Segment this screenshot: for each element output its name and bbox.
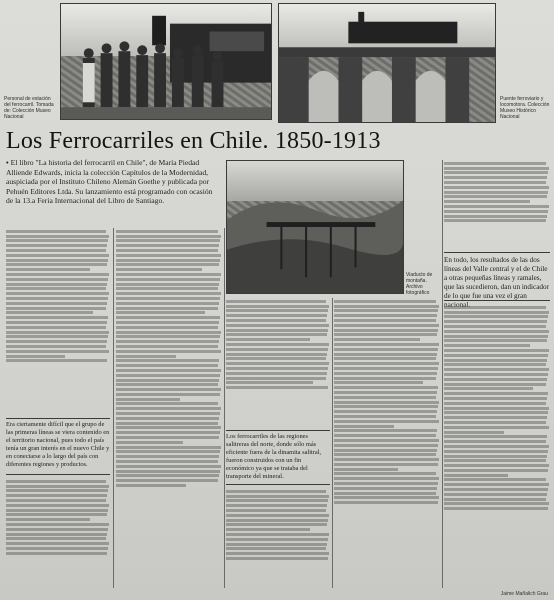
text-line: [334, 501, 438, 504]
text-line: [444, 306, 546, 309]
text-line: [226, 309, 328, 312]
text-line: [444, 195, 547, 198]
text-line: [334, 319, 436, 322]
lead-text: El libro "La historia del ferrocarril en Chile", de María Piedad Alliende Edwards, inicia la colección Capítulos de la Modernidad, auspiciada por el Instituto Chileno Alemán Goethe y publicada por Pehuén Editores Ltda. Su lanzamiento está programado con ocasión de la 13.a Feria Internacional del Libro de Santiago.: [6, 158, 213, 206]
text-line: [334, 453, 436, 456]
text-line: [6, 273, 109, 276]
text-line: [116, 431, 220, 434]
text-line: [116, 417, 219, 420]
text-line: [116, 470, 220, 473]
text-line: [116, 364, 218, 367]
text-line: [334, 377, 436, 380]
body-column-right-top: [444, 160, 550, 250]
text-line: [226, 533, 329, 536]
text-line: [116, 426, 221, 429]
text-line: [334, 362, 439, 365]
text-line: [116, 244, 219, 247]
photo-viaduct-top: [278, 3, 496, 123]
text-line: [444, 186, 549, 189]
pull-quote-left: Era ciertamente difícil que el grupo de las primeras líneas se viera contenido en el territorio nacional, pues todo el país tenía un gran interés en el nuevo Chile y en conectarse a lo largo del país con diferentes regiones y productos.: [6, 421, 110, 468]
text-line: [226, 386, 328, 389]
text-line: [226, 357, 326, 360]
text-line: [334, 348, 438, 351]
divider: [444, 252, 550, 253]
text-line: [444, 162, 546, 165]
text-line: [334, 324, 439, 327]
text-line: [116, 479, 218, 482]
text-line: [116, 465, 221, 468]
text-line: [334, 463, 438, 466]
text-line: [116, 359, 219, 362]
text-line: [226, 514, 329, 517]
text-line: [334, 338, 420, 341]
text-line: [226, 509, 326, 512]
text-line: [226, 343, 329, 346]
text-line: [444, 445, 549, 448]
text-line: [444, 335, 548, 338]
divider: [6, 474, 110, 475]
text-line: [444, 363, 546, 366]
text-line: [226, 557, 328, 560]
text-line: [6, 499, 106, 502]
text-line: [116, 235, 221, 238]
text-line: [226, 362, 329, 365]
text-line: [334, 401, 439, 404]
text-line: [6, 480, 106, 483]
text-line: [116, 302, 219, 305]
text-line: [226, 528, 310, 531]
text-line: [334, 367, 438, 370]
text-line: [444, 339, 547, 342]
text-line: [226, 499, 328, 502]
text-line: [226, 300, 326, 303]
text-line: [226, 377, 326, 380]
text-line: [116, 321, 219, 324]
text-line: [444, 200, 530, 203]
text-line: [6, 287, 106, 290]
text-line: [226, 543, 327, 546]
text-line: [6, 518, 90, 521]
text-line: [334, 396, 436, 399]
pull-quote-right: En todo, los resultados de las dos líneas del Valle central y el de Chile a otras pequeñas líneas y ramales, que las sucedieron, dan un indicador de lo que fue una vez el gran: [444, 256, 549, 300]
text-line: [6, 235, 109, 238]
column-rule: [113, 228, 114, 588]
text-line: [116, 249, 218, 252]
text-line: [444, 464, 549, 467]
text-line: [444, 411, 548, 414]
text-line: [226, 490, 326, 493]
text-line: [116, 412, 220, 415]
text-line: [444, 354, 548, 357]
text-line: [444, 387, 533, 390]
text-line: [444, 440, 546, 443]
text-line: [444, 171, 548, 174]
text-line: [6, 504, 109, 507]
photo-caption: Viaducto de montaña. Archivo fotográfico: [406, 272, 433, 296]
text-line: [6, 259, 108, 262]
text-line: [226, 353, 327, 356]
author-signature: Jaime Mañalich Grau: [500, 591, 548, 597]
text-line: [116, 335, 220, 338]
text-line: [334, 305, 439, 308]
text-line: [334, 458, 439, 461]
text-line: [444, 167, 549, 170]
text-line: [6, 547, 108, 550]
column-rule: [224, 228, 225, 588]
body-text-lines: [444, 162, 550, 223]
text-line: [6, 321, 107, 324]
text-line: [444, 426, 549, 429]
text-line: [6, 335, 108, 338]
text-line: [334, 420, 439, 423]
text-line: [116, 455, 219, 458]
column-rule: [442, 160, 443, 588]
text-line: [116, 287, 218, 290]
text-line: [6, 230, 106, 233]
text-line: [334, 357, 436, 360]
text-line: [334, 477, 439, 480]
text-line: [444, 176, 547, 179]
text-line: [444, 407, 549, 410]
text-line: [444, 330, 549, 333]
text-line: [6, 533, 107, 536]
text-line: [334, 300, 436, 303]
text-line: [444, 474, 508, 477]
text-line: [6, 552, 107, 555]
text-line: [6, 263, 107, 266]
text-line: [116, 307, 218, 310]
text-line: [226, 495, 329, 498]
text-line: [334, 468, 398, 471]
text-line: [444, 373, 548, 376]
text-line: [116, 474, 219, 477]
text-line: [116, 422, 218, 425]
text-line: [116, 484, 186, 487]
body-column-5: [444, 304, 550, 588]
text-line: [6, 537, 106, 540]
text-line: [444, 383, 546, 386]
text-line: [6, 485, 109, 488]
text-line: [444, 315, 548, 318]
text-line: [444, 502, 549, 505]
text-line: [444, 215, 547, 218]
text-line: [116, 263, 219, 266]
text-line: [334, 333, 437, 336]
text-line: [226, 552, 329, 555]
text-line: [116, 446, 221, 449]
text-line: [226, 305, 329, 308]
text-line: [334, 434, 436, 437]
body-column-3: [226, 298, 330, 426]
text-line: [116, 259, 220, 262]
text-line: [444, 210, 548, 213]
text-line: [116, 393, 220, 396]
text-line: [334, 449, 437, 452]
text-line: [6, 278, 108, 281]
text-line: [334, 492, 436, 495]
text-line: [444, 455, 547, 458]
text-line: [444, 493, 547, 496]
text-line: [116, 407, 221, 410]
text-line: [116, 331, 221, 334]
text-line: [444, 483, 549, 486]
text-line: [116, 345, 218, 348]
text-line: [116, 436, 219, 439]
text-line: [6, 340, 107, 343]
text-line: [6, 513, 107, 516]
text-line: [116, 374, 220, 377]
text-line: [6, 494, 107, 497]
text-line: [444, 359, 547, 362]
text-line: [444, 392, 548, 395]
text-line: [334, 353, 437, 356]
text-line: [444, 349, 549, 352]
body-column-1: [6, 228, 110, 414]
body-column-4: [334, 298, 440, 588]
text-line: [116, 450, 220, 453]
text-line: [6, 316, 108, 319]
text-line: [334, 425, 394, 428]
text-line: [444, 431, 504, 434]
text-line: [6, 345, 106, 348]
body-column-2: [116, 228, 222, 588]
text-line: [444, 181, 546, 184]
text-line: [226, 319, 326, 322]
text-line: [116, 254, 221, 257]
text-line: [334, 444, 438, 447]
text-line: [6, 355, 65, 358]
text-line: [6, 350, 109, 353]
text-line: [116, 441, 183, 444]
text-line: [444, 435, 547, 438]
text-line: [334, 429, 437, 432]
text-line: [444, 205, 549, 208]
text-line: [444, 478, 546, 481]
text-line: [334, 439, 439, 442]
text-line: [444, 368, 549, 371]
divider: [226, 484, 330, 485]
text-line: [116, 311, 205, 314]
text-line: [116, 355, 176, 358]
text-line: [116, 388, 221, 391]
text-line: [444, 450, 548, 453]
text-line: [6, 244, 107, 247]
text-line: [444, 488, 548, 491]
text-line: [6, 239, 108, 242]
photo-caption: Puente ferroviario y locomotora. Colección Museo Histórico Nacional: [500, 96, 550, 120]
text-line: [6, 254, 109, 257]
text-line: [116, 369, 221, 372]
text-line: [6, 302, 107, 305]
text-line: [116, 278, 220, 281]
text-line: [334, 343, 439, 346]
text-line: [334, 381, 423, 384]
photo-caption: Personal de estación del ferrocarril. Tomada de: Colección Museo Nacional: [4, 96, 54, 120]
text-line: [334, 410, 437, 413]
text-line: [116, 283, 219, 286]
text-line: [6, 311, 93, 314]
text-line: [116, 379, 219, 382]
text-line: [334, 496, 439, 499]
divider: [444, 300, 550, 301]
text-line: [6, 283, 107, 286]
text-line: [116, 340, 219, 343]
text-line: [444, 397, 547, 400]
body-column-3-bottom: [226, 488, 330, 588]
text-line: [6, 359, 107, 362]
lead-paragraph: [6, 158, 220, 206]
bullet-icon: •: [6, 158, 9, 167]
text-line: [116, 460, 218, 463]
text-line: [334, 329, 438, 332]
text-line: [334, 415, 436, 418]
text-line: [226, 519, 328, 522]
text-line: [6, 249, 106, 252]
text-line: [444, 219, 546, 222]
text-line: [334, 314, 437, 317]
text-line: [444, 191, 548, 194]
photo-train-crew: [60, 3, 272, 120]
text-line: [116, 402, 218, 405]
text-line: [444, 498, 546, 501]
text-line: [226, 504, 327, 507]
text-line: [226, 314, 327, 317]
text-line: [116, 316, 220, 319]
text-line: [116, 383, 218, 386]
text-line: [444, 378, 547, 381]
article-title: Los Ferrocarriles en Chile. 1850-1913: [6, 128, 381, 154]
text-line: [6, 528, 108, 531]
text-line: [226, 338, 310, 341]
text-line: [334, 309, 438, 312]
body-column-1-bottom: [6, 478, 110, 588]
text-line: [226, 381, 313, 384]
text-line: [334, 482, 438, 485]
text-line: [226, 324, 329, 327]
text-line: [116, 398, 180, 401]
text-line: [444, 320, 547, 323]
text-line: [444, 421, 546, 424]
text-line: [6, 307, 106, 310]
text-line: [116, 326, 218, 329]
text-line: [226, 523, 327, 526]
text-line: [6, 297, 108, 300]
text-line: [444, 325, 546, 328]
divider: [6, 418, 110, 419]
text-line: [226, 348, 328, 351]
text-line: [6, 523, 109, 526]
text-line: [334, 391, 437, 394]
text-line: [6, 542, 109, 545]
text-line: [444, 416, 547, 419]
text-line: [226, 547, 326, 550]
pull-quote-middle: Los ferrocarriles de las regiones salitreras del norte, donde sólo más eficiente fuera de la dinamita salitral, fueron construidos con un fin económico ya que se trataba del transporte del mineral.: [226, 433, 322, 480]
text-line: [444, 507, 548, 510]
text-line: [116, 239, 220, 242]
text-line: [116, 350, 221, 353]
text-line: [226, 367, 328, 370]
text-line: [6, 489, 108, 492]
text-line: [334, 472, 436, 475]
text-line: [444, 459, 546, 462]
text-line: [334, 405, 438, 408]
text-line: [334, 487, 437, 490]
text-line: [226, 372, 327, 375]
text-line: [116, 297, 220, 300]
text-line: [6, 268, 90, 271]
text-line: [444, 469, 548, 472]
text-line: [116, 273, 221, 276]
text-line: [444, 311, 549, 314]
photo-viaduct-mountain: [226, 160, 404, 294]
text-line: [226, 329, 328, 332]
text-line: [444, 402, 546, 405]
column-rule: [332, 298, 333, 588]
text-line: [116, 268, 202, 271]
text-line: [334, 386, 438, 389]
text-line: [6, 326, 106, 329]
text-line: [6, 292, 109, 295]
divider: [226, 430, 330, 431]
text-line: [116, 230, 218, 233]
text-line: [6, 331, 109, 334]
text-line: [6, 509, 108, 512]
text-line: [226, 333, 327, 336]
text-line: [116, 292, 221, 295]
text-line: [444, 344, 530, 347]
text-line: [334, 372, 437, 375]
text-line: [226, 538, 328, 541]
